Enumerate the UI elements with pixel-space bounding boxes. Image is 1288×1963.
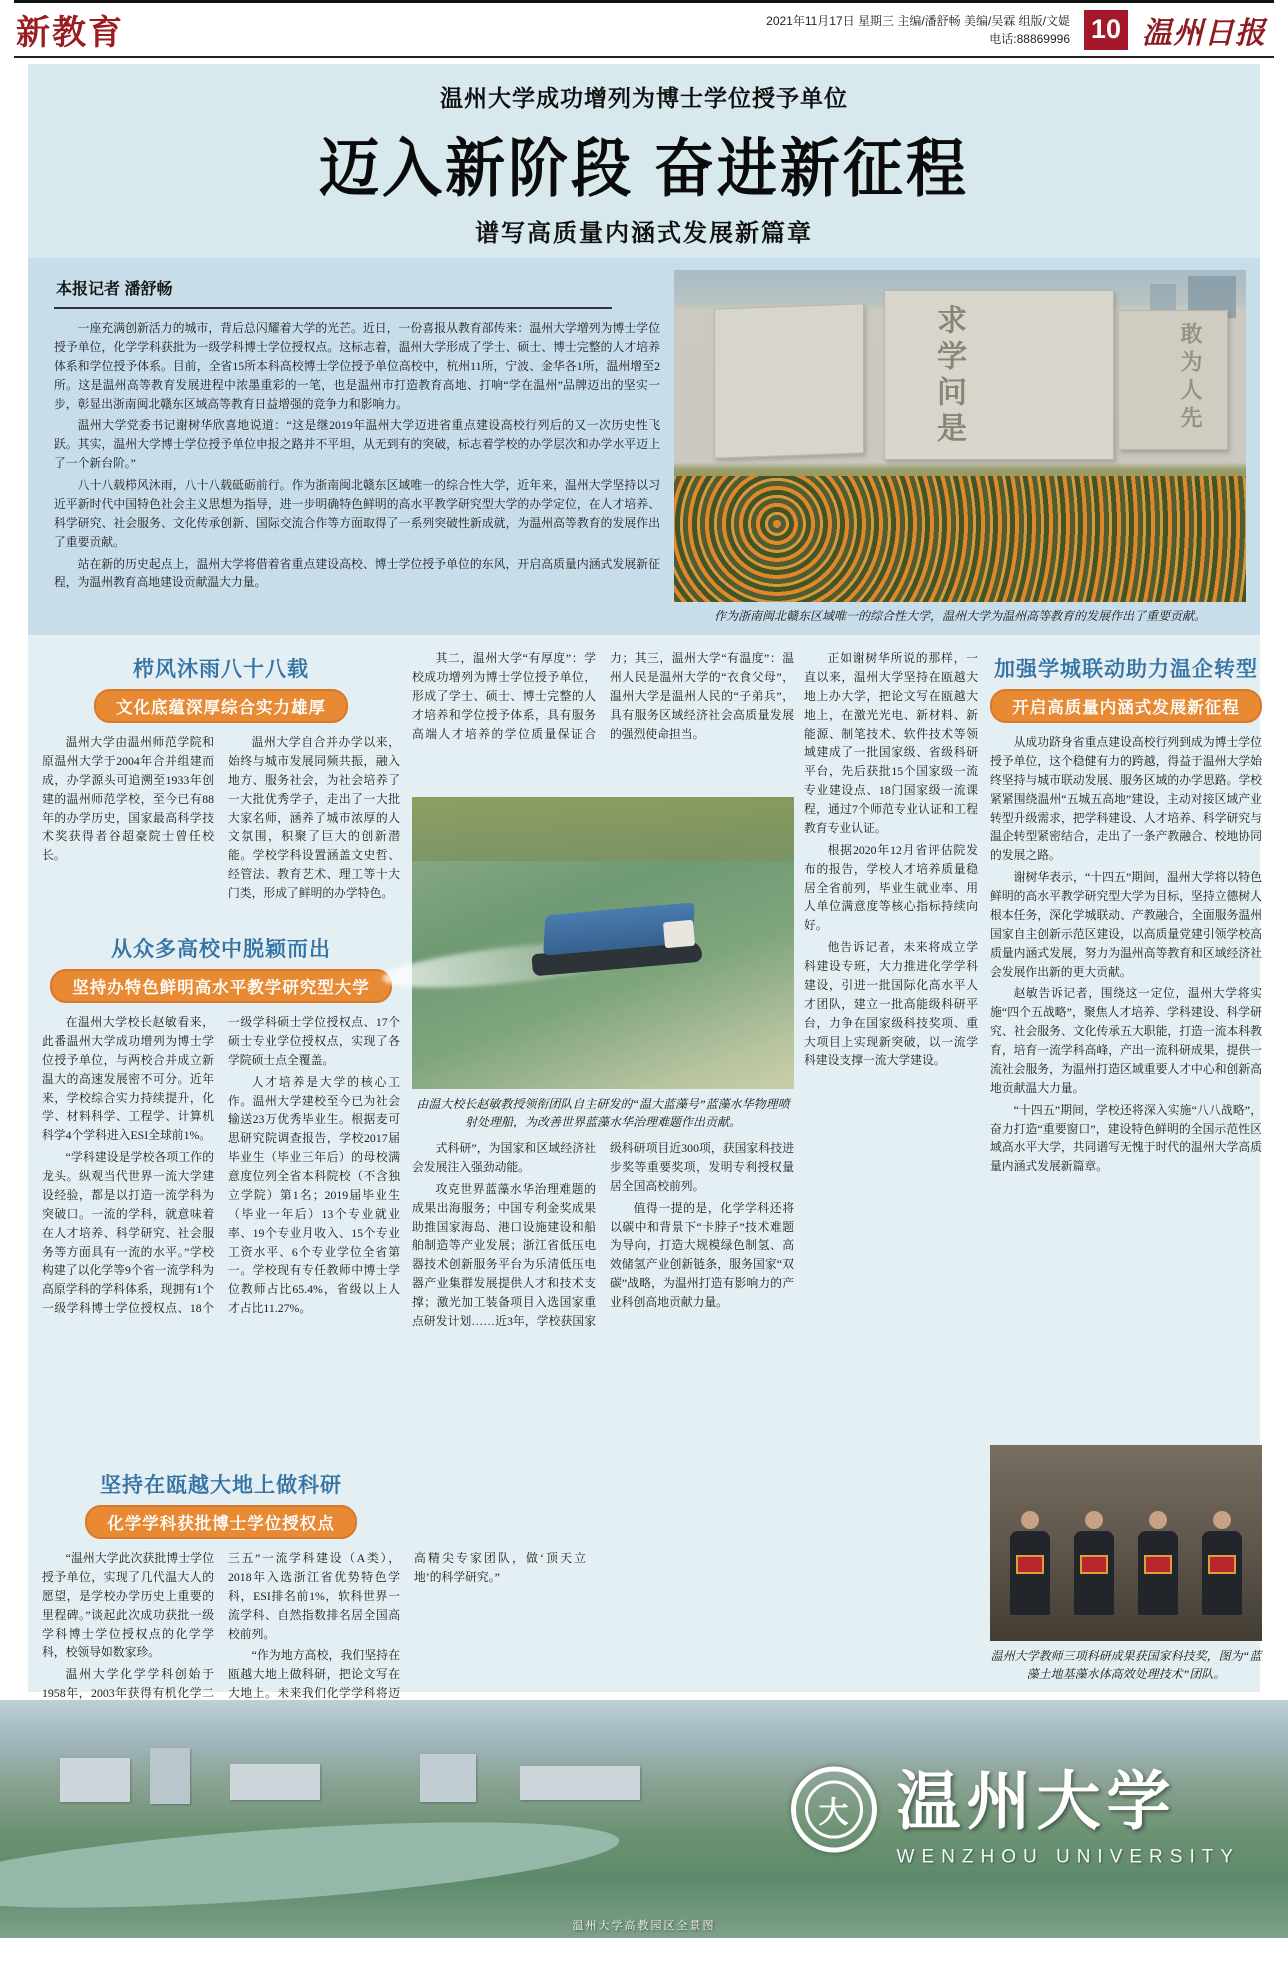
section-label: 新教育 <box>16 14 124 52</box>
middle-bottom-body: 式科研”，为国家和区域经济社会发展注入强劲动能。 攻克世界蓝藻水华治理难题的成果出海服务；中国专利金奖成果助推国家海岛、港口设施建设和船舶制造等产业发展；浙江省低压电器技术创新服务平台为乐清低压电器产业集群发展提供人才和技术支撑；激光加工装备项目入选国家重点研发计划……近3年，学校获国家级科研项目近300项，获国家科技进步奖等重要奖项，发明专利授权量居全国高校前列。 值得一提的是，化学学科还将以碳中和背景下“卡脖子”技术难题为导向，打造大规模绿色制氢、高效储氢产业创新链条，服务国家“双碳”战略，为温州打造有影响力的产业科创高地贡献力量。 <box>412 1141 794 1328</box>
middle-side-body: 正如谢树华所说的那样，一直以来，温州大学坚持在瓯越大地上办大学，把论文写在瓯越大地上，在激光光电、新材料、新能源、制笔技术、软件技术等领域建成了一批国家级、省级科研平台，先后获批15个国家级一流专业建设点、18门国家级一流课程，通过7个师范专业认证和工程教育专业认证。 根据2020年12月省评估院发布的报告，学校人才培养质量稳居全省前列，毕业生就业率、用人单位满意度等核心指标持续向好。 他告诉记者，未来将成立学科建设专班，大力推进化学学科建设，引进一批国际化高水平人才团队，建立一批高能级科研平台，力争在国家级科技奖项、重大项目上实现新突破，以一流学科建设支撑一流大学建设。 <box>804 651 978 1068</box>
person-figure <box>1135 1511 1181 1631</box>
section1-body: 温州大学由温州师范学院和原温州大学于2004年合并组建而成，办学源头可追溯至1933年创建的温州师范学校，至今已有88年的办学历史，国家最高科学技术奖获得者谷超豪院士曾任校长。 温州大学自合并办学以来，始终与城市发展同频共振，融入地方、服务社会，为社会培养了一大批优秀学子，走出了一大批大家名师，涵养了城市浓厚的人文氛围，积聚了巨大的创新潜能。学校学科设置涵盖文史哲、经管法、教育艺术、理工等十大门类，形成了鲜明的办学特色。 <box>42 735 400 900</box>
right-column <box>990 649 1262 1693</box>
campus-panorama-photo <box>0 1700 1288 1938</box>
person-head <box>1149 1511 1167 1529</box>
left-column <box>42 649 586 1701</box>
campus-building <box>60 1758 130 1802</box>
section3-body: 从成功跻身省重点建设高校行列到成为博士学位授予单位，这个稳健有力的跨越，得益于温州大学始终坚持与城市联动发展、服务区域的办学思路。学校紧紧围绕温州“五城五高地”建设，主动对接区域产业转型升级需求，把学科建设、人才培养、科学研究与温企转型紧密结合，走出了一条产教融合、校地协同的发展之路。 谢树华表示，“十四五”期间，温州大学将以特色鲜明的高水平教学研究型大学为目标，坚持立德树人根本任务，深化学城联动、产教融合，全面服务温州国家自主创新示范区建设，以高质量党建引领学校高质量内涵式发展，努力为温州高等教育和区域经济社会发展作出新的更大贡献。 赵敏告诉记者，围绕这一定位，温州大学将实施“四个五战略”，聚焦人才培养、学科建设、科学研究、社会服务、文化传承五大职能，打造一流本科教育，培育一流学科高峰，产出一流科研成果，提供一流社会服务，为温州打造区域重要人才中心和创新高地贡献温大力量。 “十四五”期间，学校还将深入实施“八八战略”，奋力打造“重要窗口”，建设特色鲜明的全国示范性区域高水平大学，共同谱写无愧于时代的温州大学高质量内涵式发展新篇章。 <box>990 735 1262 1174</box>
headline-block <box>28 64 1260 258</box>
section3-title: 加强学城联动助力温企转型 <box>994 658 1258 681</box>
award-photo-caption: 温州大学教师三项科研成果获国家科技奖，图为“蓝藻土地基藻水体高效处理技术”团队。 <box>990 1649 1262 1681</box>
university-seal-icon <box>791 1767 877 1853</box>
intro-photo-column <box>674 270 1246 625</box>
person-figure <box>1199 1511 1245 1631</box>
stone-slab <box>1118 310 1228 450</box>
marigold-flower-bed <box>674 476 1246 602</box>
article-grid <box>28 635 1262 1701</box>
university-logo-lockup <box>791 1751 1240 1869</box>
red-certificate <box>1208 1555 1236 1574</box>
middle-column <box>412 649 978 1693</box>
monument-photo <box>674 270 1246 602</box>
award-team-photo <box>990 1445 1262 1641</box>
masthead-right <box>766 8 1266 52</box>
monument-photo-caption: 作为浙南闽北赣东区域唯一的综合性大学，温州大学为温州高等教育的发展作出了重要贡献。 <box>713 609 1206 623</box>
person-head <box>1021 1511 1039 1529</box>
page-number-badge: 10 <box>1084 10 1128 50</box>
algae-boat-photo <box>412 797 794 1089</box>
main-headline: 迈入新阶段 奋进新征程 <box>319 133 969 205</box>
headline-kicker: 温州大学成功增列为博士学位授予单位 <box>440 85 848 111</box>
middle-side-subcolumn <box>804 649 978 1693</box>
intro-paragraphs: 一座充满创新活力的城市，背后总闪耀着大学的光芒。近日，一份喜报从教育部传来：温州大学增列为博士学位授予单位，化学学科获批为一级学科博士学位授权点。这标志着，温州大学形成了学士、硕士、博士完整的人才培养体系和学位授予体系。目前，全省15所本科高校博士学位授予单位高校中，杭州11所，宁波、金华各1所，温州增至2所。这是温州高等教育发展进程中浓墨重彩的一笔，也是温州市打造教育高地、打响“学在温州”品牌迈出的坚实一步，彰显出浙南闽北赣东区域高等教育日益增强的竞争力和影响力。 温州大学党委书记谢树华欣喜地说道：“这是继2019年温州大学迈进省重点建设高校行列后的又一次历史性飞跃。其实，温州大学博士学位授予单位申报之路并不平坦，从无到有的突破，标志着学校的办学层次和办学水平迈上了一个新台阶。” 八十八载栉风沐雨，八十八载砥砺前行。作为浙南闽北赣东区域唯一的综合性大学，近年来，温州大学坚持以习近平新时代中国特色社会主义思想为指导，进一步明确特色鲜明的高水平教学研究型大学的办学定位，在人才培养、科学研究、社会服务、文化传承创新、国际交流合作等方面取得了一系列突破性新成就，为温州高等教育的发展作出了重要贡献。 站在新的历史起点上，温州大学将借着省重点建设高校、博士学位授予单位的东风，开启高质量内涵式发展新征程，为温州教育高地建设贡献温大力量。 <box>54 321 660 590</box>
section2-header <box>42 933 400 1003</box>
headline-subtitle: 谱写高质量内涵式发展新篇章 <box>475 220 813 247</box>
person-figure <box>1071 1511 1117 1631</box>
intro-text-column <box>54 270 660 625</box>
section2-body: 在温州大学校长赵敏看来，此番温州大学成功增列为博士学位授予单位，与两校合并成立新温大的高速发展密不可分。近年来，学校综合实力持续提升，化学、材料科学、工程学、计算机科学4个学科进入ESI全球前1%。 “学科建设是学校各项工作的龙头。纵观当代世界一流大学建设经验，都是以打造一流学科为突破口。一流的学科，就意味着在人才培养、科学研究、社会服务等方面具有一流的水平。”学校构建了以化学等9个省一流学科为高原学科的学科体系，现拥有1个一级学科博士学位授权点、18个一级学科硕士学位授权点、17个硕士专业学位授权点，实现了各学院硕士点全覆盖。 人才培养是大学的核心工作。温州大学建校至今已为社会输送23万优秀毕业生。根据麦可思研究院调查报告，学校2017届毕业生（毕业三年后）的母校满意度位列全省本科院校（不含独立学院）第1名；2019届毕业生（毕业一年后）13个专业就业率、19个专业月收入、15个专业工资水平、6个专业学位全省第一。学校现有专任教师中博士学位教师占比65.4%，省级以上人才占比11.27%。 <box>42 1015 400 1316</box>
campus-building <box>230 1764 320 1800</box>
university-seal-inner-icon: 大 <box>805 1781 863 1839</box>
university-wordmark <box>897 1751 1240 1869</box>
intro-section <box>28 258 1260 635</box>
algae-water-band <box>412 797 794 861</box>
dateline <box>766 12 1070 48</box>
section2-title: 从众多高校中脱颖而出 <box>111 938 331 961</box>
red-certificate <box>1080 1555 1108 1574</box>
section4-header <box>42 1469 400 1539</box>
section3-header <box>990 653 1262 723</box>
campus-building <box>150 1748 190 1804</box>
campus-building <box>520 1766 640 1800</box>
boat-photo-caption: 由温大校长赵敏教授领衔团队自主研发的“温大蓝藻号”蓝藻水华物理喷射处理船，为改善世界蓝藻水华治理难题作出贡献。 <box>416 1097 790 1129</box>
paper-name: 温州日报 <box>1142 16 1266 50</box>
stone-slab <box>884 290 1114 460</box>
section3-subtitle-pill: 开启高质量内涵式发展新征程 <box>990 689 1262 723</box>
byline: 本报记者 潘舒畅 <box>54 270 612 309</box>
campus-river <box>0 1806 622 1925</box>
red-certificate <box>1144 1555 1172 1574</box>
content-panel <box>28 64 1262 1701</box>
section1-header <box>42 653 400 723</box>
university-name-cn: 温州大学 <box>896 1766 1177 1838</box>
campus-building <box>420 1754 476 1802</box>
section4-title: 坚持在瓯越大地上做科研 <box>100 1474 342 1497</box>
section4-body: “温州大学此次获批博士学位授予单位，实现了几代温大人的愿望，是学校办学历史上重要的里程碑。”谈起此次成功获批一级学科博士学位授权点的化学学科，校领导如数家珍。 温州大学化学学科创始于1958年，2003年获得有机化学二 三五”一流学科建设（A类），2018年入选浙江省优势特色学科，ESI排名前1%，软科世界一流学科、自然指数排名居全国高校前列。 “作为地方高校，我们坚持在瓯越大地上做科研，把论文写在大地上。未来我们化学学科将迈 高精尖专家团队，做‘顶天立地’的科学研究。” <box>42 1551 586 1701</box>
phone-text: 电话:88869996 <box>989 31 1070 46</box>
section1-title: 栉风沐雨八十八载 <box>133 658 309 681</box>
person-head <box>1085 1511 1103 1529</box>
section1-subtitle-pill: 文化底蕴深厚综合实力雄厚 <box>94 689 348 723</box>
campus-photo-caption: 温州大学高教园区全景图 <box>572 1920 716 1932</box>
person-figure <box>1007 1511 1053 1631</box>
middle-main-subcolumn <box>412 649 794 1693</box>
boat-cabin <box>663 920 695 949</box>
stone-slab <box>714 303 864 458</box>
section2-subtitle-pill: 坚持办特色鲜明高水平教学研究型大学 <box>50 969 392 1003</box>
university-name-en: WENZHOU UNIVERSITY <box>896 1846 1240 1868</box>
monument-inscription-right: 敢为人先 <box>1178 322 1203 434</box>
dateline-text: 2021年11月17日 星期三 主编/潘舒畅 美编/吴霖 组版/文媞 <box>766 13 1070 28</box>
monument-inscription-left: 求学问是 <box>932 304 965 448</box>
middle-top-body: 其二，温州大学“有厚度”：学校成功增列为博士学位授予单位，形成了学士、硕士、博士完整的人才培养和学位授予体系，具有服务高端人才培养的学位质量保证合力；其三，温州大学“有温度”：温州人民是温州大学的“衣食父母”，温州大学是温州人民的“子弟兵”，具有服务区域经济社会高质量发展的强烈使命担当。 <box>412 651 794 741</box>
section4-subtitle-pill: 化学学科获批博士学位授权点 <box>85 1505 357 1539</box>
red-certificate <box>1016 1555 1044 1574</box>
masthead <box>14 0 1274 58</box>
person-head <box>1213 1511 1231 1529</box>
